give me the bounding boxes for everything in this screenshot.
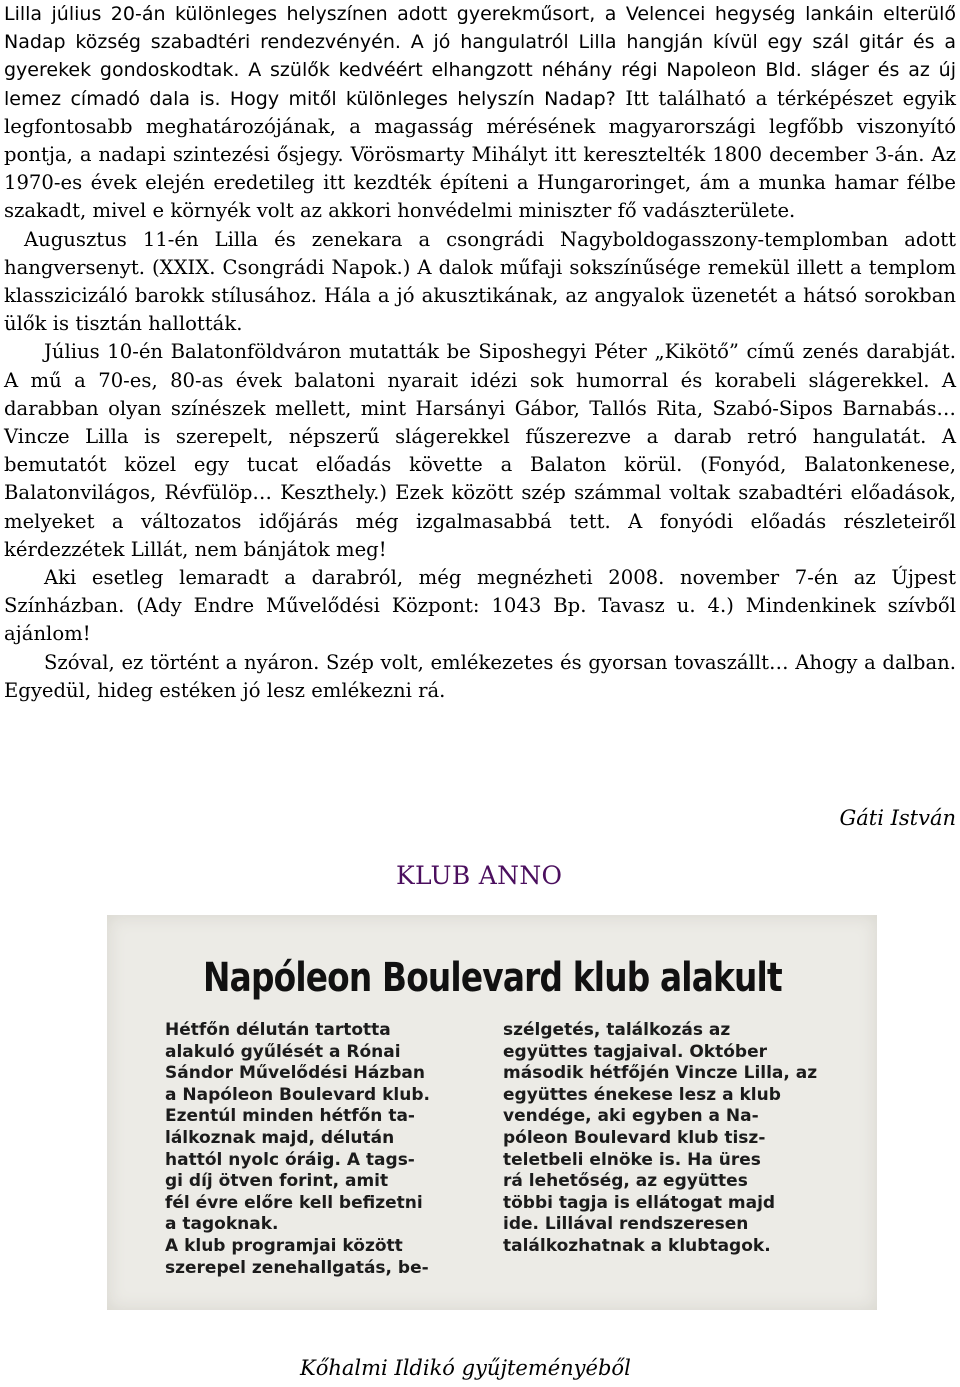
clipping-line: Ezentúl minden hétfőn ta- bbox=[165, 1106, 415, 1127]
clipping-line: találkozhatnak a klubtagok. bbox=[503, 1235, 771, 1256]
clipping-line: rá lehetőség, az együttes bbox=[503, 1171, 748, 1192]
article-body bbox=[4, 0, 956, 705]
image-caption: Kőhalmi Ildikó gyűjteményéből bbox=[300, 1356, 631, 1380]
paragraph-closing: Szóval, ez történt a nyáron. Szép volt, emlékezetes és gyorsan tovaszállt… Ahogy a dalban. Egyedül, hideg estéken jó lesz emlékezni rá. bbox=[4, 650, 956, 702]
clipping-line: A klub programjai között bbox=[165, 1235, 403, 1256]
paragraph-nadap-intro: Lilla július 20-án különleges helyszínen adott gyerekműsort, a Velencei hegység lankáin elterülő Nadap község szabadtéri rendezvényén. A jó hangulatról Lilla hangján kívül egy szál gitár és a gyerekek gondoskodtak. A szülők kedvéért elhangzott néhány régi Napoleon Bld. sláger és az új lemez címadó dala is. Hogy mitől különleges helyszín Nadap? bbox=[4, 3, 956, 110]
clipping-right-column bbox=[503, 1020, 817, 1258]
clipping-line: póleon Boulevard klub tisz- bbox=[503, 1127, 766, 1148]
clipping-line: lálkoznak majd, délután bbox=[165, 1127, 395, 1148]
clipping-line: szerepel zenehallgatás, be- bbox=[165, 1257, 429, 1278]
paragraph-ujpest: Aki esetleg lemaradt a darabról, még megnézheti 2008. november 7-én az Újpest Színházban. (Ady Endre Művelődési Központ: 1043 Bp. Tavasz u. 4.) Mindenkinek szívből ajánlom! bbox=[4, 566, 956, 646]
paragraph-kikoto: Július 10-én Balatonföldváron mutatták be Siposhegyi Péter „Kikötő” című zenés darabját. A mű a 70-es, 80-as évek balatoni nyarait idézi sok humorral és korabeli slágerekkel. A darabban olyan színészek mellett, mint Harsányi Gábor, Tallós Rita, Szabó-Sipos Barnabás… Vincze Lilla is szerepelt, népszerű slágerekkel fűszerezve a darab retró hangulatát. A bemutatót közel egy tucat előadás követte a Balaton körül. (Fonyód, Balatonkenese, Balatonvilágos, Révfülöp… Keszthely.) Ezek között szép számmal voltak szabadtéri előadások, melyeket a változatos időjárás még izgalmasabbá tett. A fonyódi előadás részleteiről kérdezzétek Lillát, nem bánjátok meg! bbox=[4, 340, 956, 561]
clipping-line: többi tagja is ellátogat majd bbox=[503, 1192, 776, 1213]
clipping-line: gi díj ötven forint, amit bbox=[165, 1171, 389, 1192]
clipping-line: együttes tagjaival. Október bbox=[503, 1041, 767, 1062]
clipping-line: fél évre előre kell befizetni bbox=[165, 1192, 423, 1213]
newspaper-clipping bbox=[107, 915, 877, 1310]
author-signature: Gáti István bbox=[839, 806, 956, 830]
clipping-line: a Napóleon Boulevard klub. bbox=[165, 1084, 430, 1105]
clipping-line: Hétfőn délután tartotta bbox=[165, 1020, 391, 1040]
clipping-title: Napóleon Boulevard klub alakult bbox=[203, 955, 782, 1001]
clipping-line: ide. Lillával rendszeresen bbox=[503, 1214, 749, 1235]
clipping-line: alakuló gyűlését a Rónai bbox=[165, 1041, 401, 1062]
paragraph-nadap-details: Itt található a térképészet egyik legfontosabb meghatározójának, a magasság mérésének magyarországi legfőbb viszonyító pontja, a nadapi szintezési ősjegy. Vörösmarty Mihályt itt keresztelték 1800 december 3-án. Az 1970-es évek elején eredetileg itt kezdték építeni a Hungaroringet, ám a munka hamar félbe szakadt, mivel e környék volt az akkori honvédelmi miniszter fő vadászterülete. bbox=[4, 86, 956, 223]
clipping-line: második hétfőjén Vincze Lilla, az bbox=[503, 1063, 818, 1084]
clipping-line: vendége, aki egyben a Na- bbox=[503, 1106, 759, 1127]
clipping-line: Sándor Művelődési Házban bbox=[165, 1063, 426, 1084]
clipping-left-column bbox=[165, 1020, 430, 1279]
clipping-line: hattól nyolc óráig. A tags- bbox=[165, 1149, 415, 1170]
clipping-line: együttes énekese lesz a klub bbox=[503, 1084, 781, 1105]
paragraph-nadap bbox=[4, 0, 956, 226]
clipping-line: szélgetés, találkozás az bbox=[503, 1020, 731, 1040]
clipping-line: teletbeli elnöke is. Ha üres bbox=[503, 1149, 761, 1170]
paragraph-csongrad: Augusztus 11-én Lilla és zenekara a csongrádi Nagyboldogasszony-templomban adott hangversenyt. (XXIX. Csongrádi Napok.) A dalok műfaji sokszínűsége remekül illett a templom klasszicizáló barokk stílusához. Hála a jó akusztikának, az angyalok üzenetét a hátsó sorokban ülők is tisztán hallották. bbox=[4, 227, 956, 336]
section-heading: KLUB ANNO bbox=[396, 861, 563, 890]
clipping-line: a tagoknak. bbox=[165, 1214, 279, 1235]
